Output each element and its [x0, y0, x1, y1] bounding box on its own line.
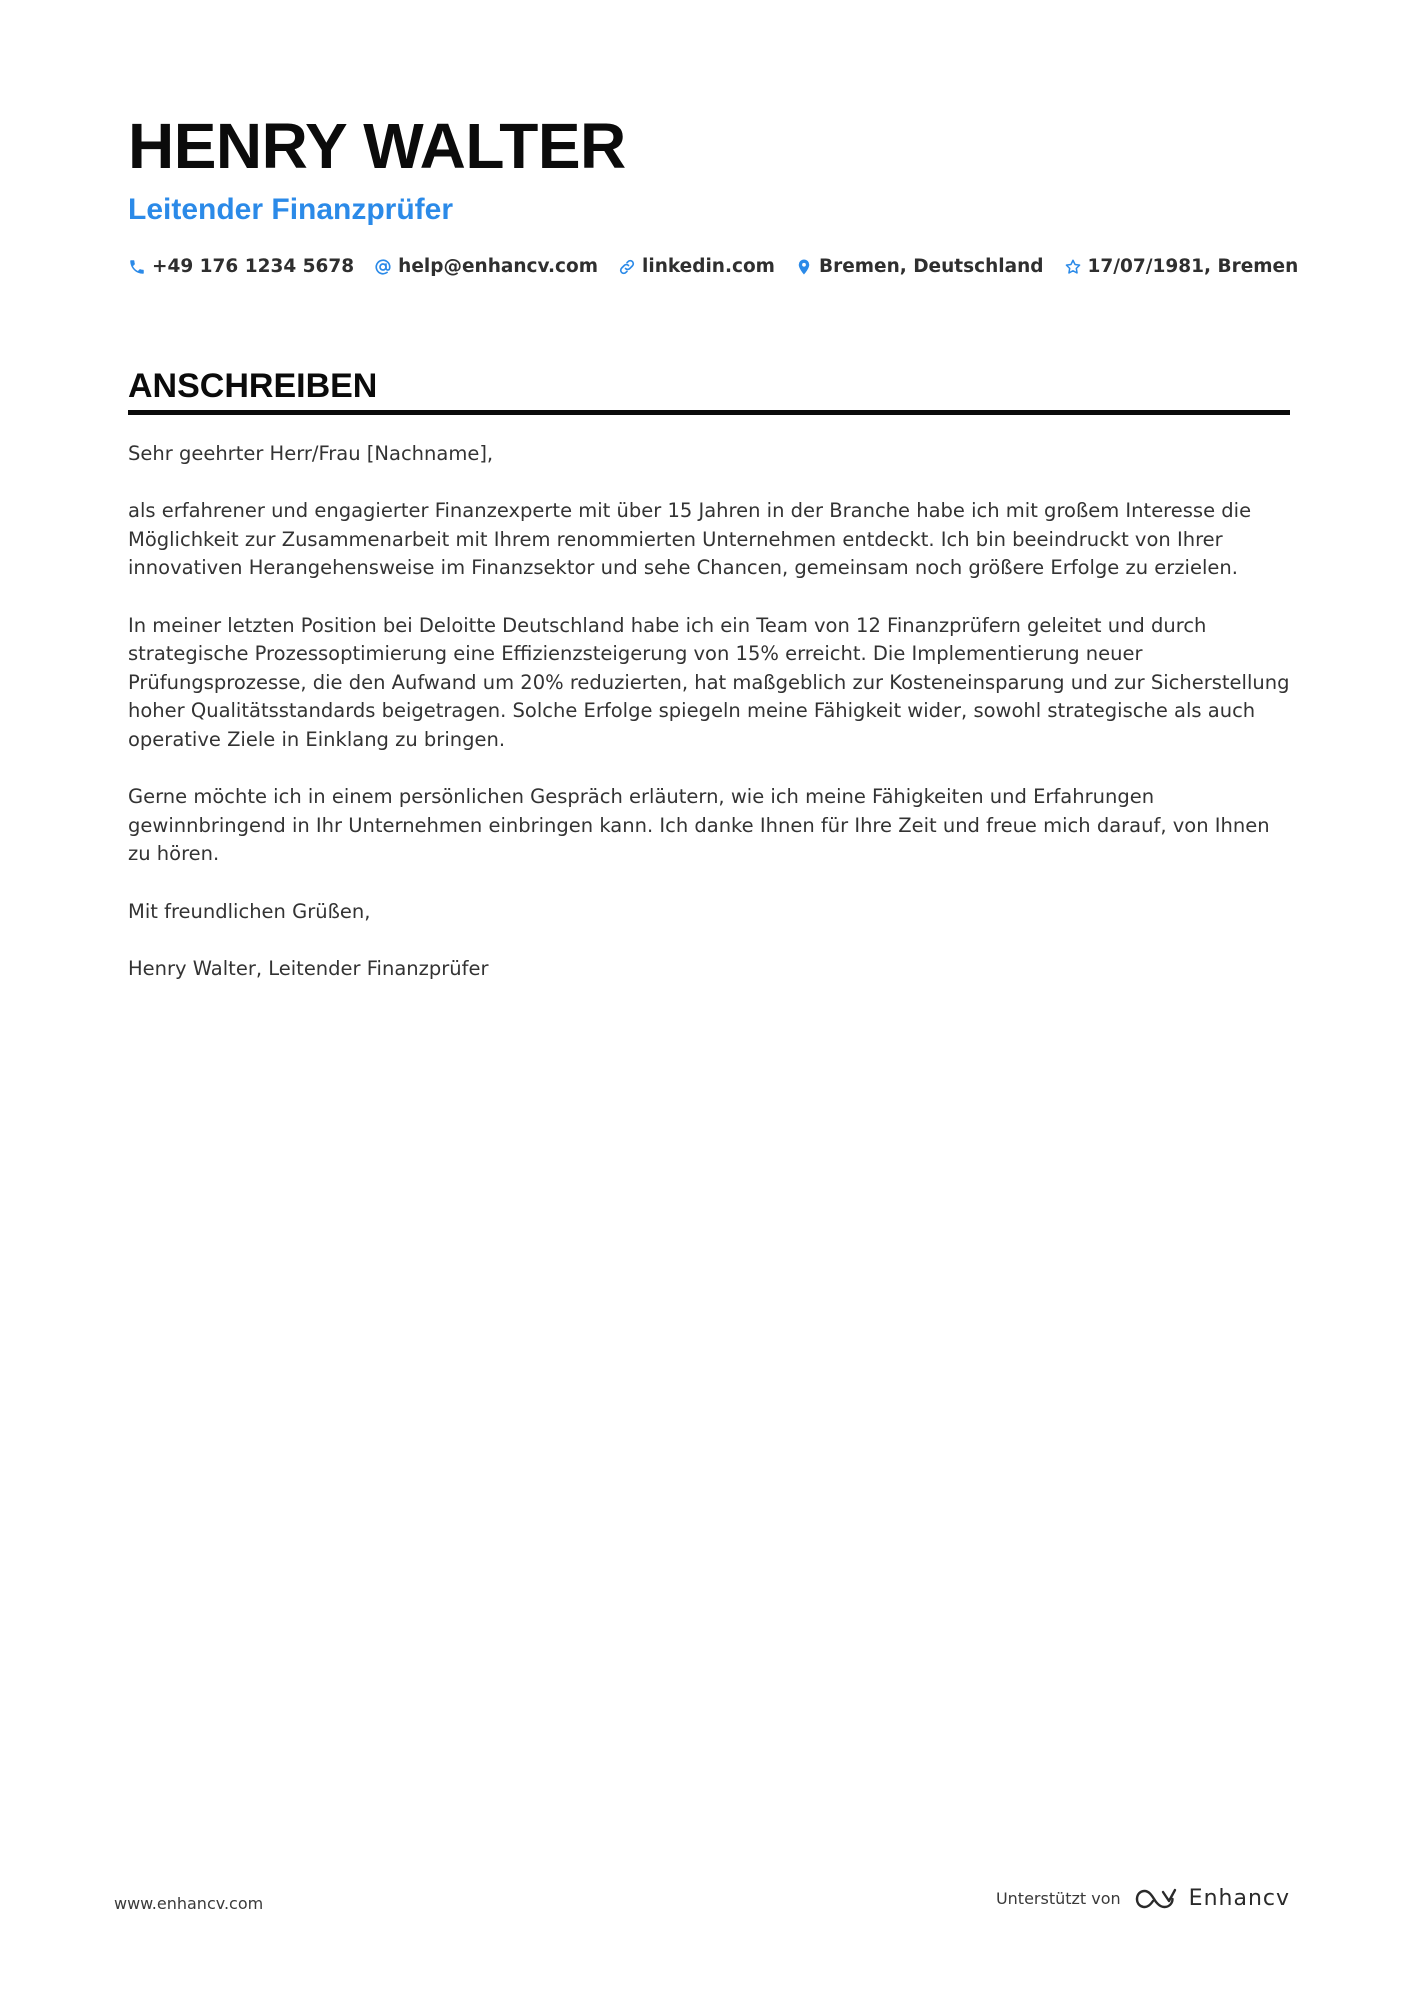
contact-phone-text: +49 176 1234 5678 [152, 256, 355, 277]
candidate-title: Leitender Finanzprüfer [128, 193, 454, 226]
contact-linkedin[interactable] [618, 252, 775, 282]
footer-branding[interactable] [996, 1886, 1290, 1912]
star-icon [1064, 258, 1082, 276]
letter-closing: Mit freundlichen Grüßen, [128, 899, 371, 923]
letter-paragraph: In meiner letzten Position bei Deloitte Deutschland habe ich ein Team von 12 Finanzprüfern geleitet und durch strategische Prozessoptimierung eine Effizienzsteigerung von 15% erreicht. Die Implementierung neuer Prüfungsprozesse, die den Aufwand um 20% reduzierten, hat maßgeblich zur Kosteneinsparung und zur Sicherstellung hoher Qualitätsstandards beigetragen. Solche Erfolge spiegeln meine Fähigkeit wider, sowohl strategische als auch operative Ziele in Einklang zu bringen. [128, 613, 1290, 751]
link-icon [618, 258, 636, 276]
contact-linkedin-text: linkedin.com [642, 256, 775, 277]
contact-location-text: Bremen, Deutschland [818, 256, 1044, 277]
contact-birth-text: 17/07/1981, Bremen [1087, 256, 1299, 277]
location-pin-icon [795, 258, 813, 276]
contact-phone[interactable] [128, 252, 354, 282]
powered-by-label: Unterstützt von [995, 1889, 1121, 1908]
enhancv-brand-text: Enhancv [1188, 1886, 1290, 1911]
section-title: ANSCHREIBEN [128, 367, 378, 405]
letter-signature: Henry Walter, Leitender Finanzprüfer [128, 956, 489, 980]
letter-body [128, 440, 1290, 1012]
contact-bar [128, 252, 1318, 282]
letter-paragraph: als erfahrener und engagierter Finanzexperte mit über 15 Jahren in der Branche habe ich mit großem Interesse die Möglichkeit zur Zusammenarbeit mit Ihrem renommierten Unternehmen entdeckt. Ich bin beeindruckt von Ihrer innovativen Herangehensweise im Finanzsektor und sehe Chancen, gemeinsam noch größere Erfolge zu erzielen. [128, 499, 1252, 580]
letter-salutation: Sehr geehrter Herr/Frau [Nachname], [128, 442, 494, 465]
at-icon [374, 258, 392, 276]
contact-location [795, 252, 1044, 282]
section-divider [128, 410, 1290, 415]
contact-email-text: help@enhancv.com [398, 256, 599, 277]
phone-icon [128, 258, 146, 276]
contact-birth [1064, 252, 1299, 282]
contact-email[interactable] [374, 252, 598, 282]
letter-paragraph: Gerne möchte ich in einem persönlichen Gespräch erläutern, wie ich meine Fähigkeiten und Erfahrungen gewinnbringend in Ihr Unternehmen einbringen kann. Ich danke Ihnen für Ihre Zeit und freue mich darauf, von Ihnen zu hören. [128, 785, 1270, 866]
footer-website[interactable]: www.enhancv.com [114, 1894, 264, 1913]
candidate-name: HENRY WALTER [128, 110, 626, 182]
enhancv-logo-icon [1133, 1886, 1179, 1912]
